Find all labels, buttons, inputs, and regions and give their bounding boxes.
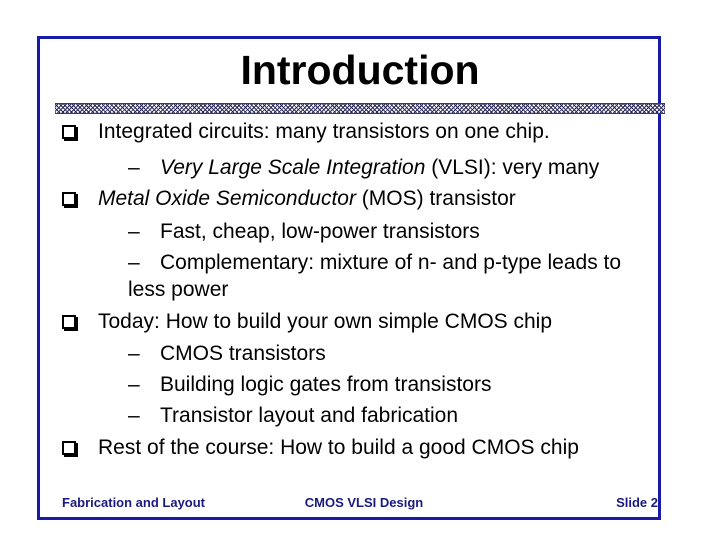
sub-bullet-dash: – xyxy=(128,251,140,274)
square-bullet-icon xyxy=(62,441,76,455)
slide-title: Introduction xyxy=(240,47,480,93)
vlsi-rest: (VLSI): very many xyxy=(425,156,600,179)
bullet-integrated-circuits: Integrated circuits: many transistors on one chip. xyxy=(98,120,550,143)
bullet-mos xyxy=(98,185,516,213)
sub-bullet-dash: – xyxy=(128,404,140,427)
footer-center: CMOS VLSI Design xyxy=(304,495,424,510)
footer-left: Fabrication and Layout xyxy=(62,495,206,510)
mos-italic: Metal Oxide Semiconductor xyxy=(98,187,356,210)
sub-bullet-vlsi xyxy=(160,154,599,182)
sub-bullet-dash: – xyxy=(128,373,140,396)
vlsi-italic: Very Large Scale Integration xyxy=(160,156,426,179)
footer-right: Slide 2 xyxy=(616,495,658,510)
sub-bullet-complementary-cont: less power xyxy=(128,278,229,301)
square-bullet-icon xyxy=(62,125,76,139)
sub-bullet-dash: – xyxy=(128,220,140,243)
sub-bullet-logic-gates: Building logic gates from transistors xyxy=(160,373,492,396)
square-bullet-icon xyxy=(62,315,76,329)
sub-bullet-dash: – xyxy=(128,156,140,179)
mos-rest: (MOS) transistor xyxy=(355,187,516,210)
sub-bullet-cmos-transistors: CMOS transistors xyxy=(160,342,326,365)
sub-bullet-dash: – xyxy=(128,342,140,365)
sub-bullet-layout-fabrication: Transistor layout and fabrication xyxy=(160,404,459,427)
sub-bullet-complementary: Complementary: mixture of n- and p-type leads to xyxy=(160,251,622,274)
square-bullet-icon xyxy=(62,192,76,206)
bullet-rest-of-course: Rest of the course: How to build a good CMOS chip xyxy=(98,436,579,459)
sub-bullet-fast-cheap: Fast, cheap, low-power transistors xyxy=(160,220,480,243)
bullet-today: Today: How to build your own simple CMOS chip xyxy=(98,310,553,333)
